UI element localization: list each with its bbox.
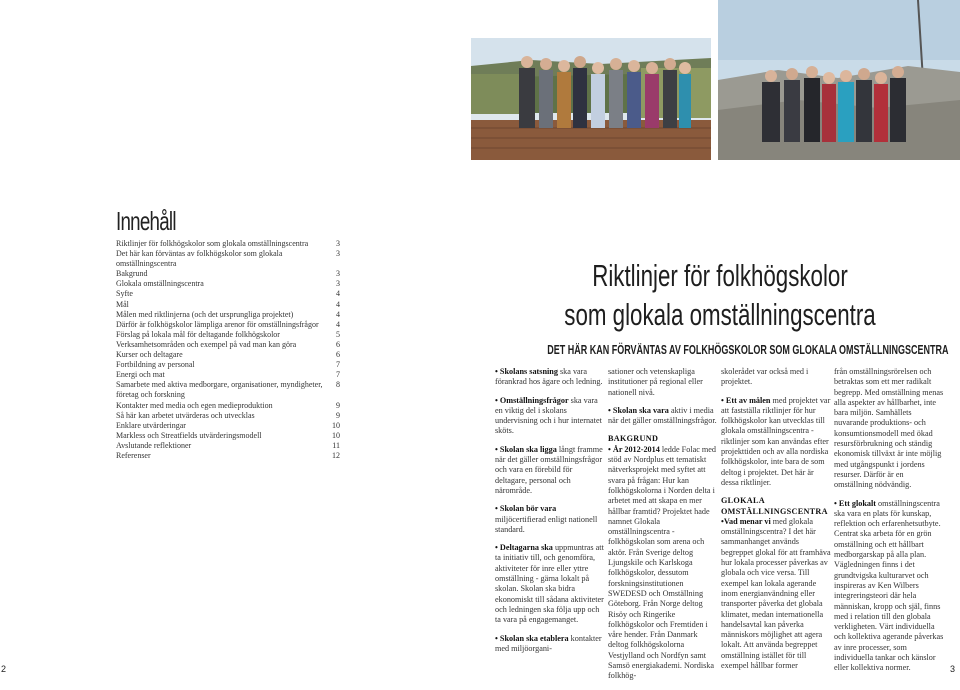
page-number-right: 3 — [950, 664, 956, 674]
toc-item[interactable] — [116, 300, 340, 310]
toc-item[interactable] — [116, 421, 340, 431]
group-photo-deck — [471, 38, 711, 160]
toc-item-page: 6 — [336, 339, 340, 349]
toc-item-title: Fortbildning av personal — [116, 360, 195, 370]
paragraph — [495, 367, 605, 388]
toc-item-title: Glokala omställningscentra — [116, 279, 204, 289]
toc-item-title: Referenser — [116, 450, 151, 460]
toc-item-page: 8 — [336, 380, 340, 390]
bullet-lead: •Vad menar vi — [721, 516, 771, 526]
toc-item-page: 4 — [336, 309, 340, 319]
toc-item[interactable] — [116, 350, 340, 360]
toc-item[interactable] — [116, 451, 340, 461]
toc-item-page: 10 — [332, 420, 340, 430]
paragraph — [495, 504, 605, 535]
toc-item-title: Riktlinjer för folkhögskolor som glokala omställningscentra — [116, 239, 309, 248]
toc-item[interactable] — [116, 380, 340, 400]
bullet-lead: • Skolans satsning — [495, 367, 558, 376]
bullet-lead: • Omställningsfrågor — [495, 395, 569, 405]
toc-item-title: Samarbete med aktiva medborgare, organisationer, myndigheter, företag och forskning — [116, 380, 323, 400]
toc-item-page: 4 — [336, 319, 340, 329]
toc-item[interactable] — [116, 401, 340, 411]
group-photo-rocks — [718, 0, 960, 160]
toc-item-page: 4 — [336, 289, 340, 299]
toc-item[interactable] — [116, 239, 340, 249]
toc-item-title: Enklare utvärderingar — [116, 420, 186, 430]
text-column-3 — [721, 367, 831, 679]
toc-item[interactable] — [116, 310, 340, 320]
toc-item-title: Därför är folkhögskolor lämpliga arenor för omställningsfrågor — [116, 319, 319, 329]
toc-item-page: 6 — [336, 350, 340, 360]
bullet-text: aktiv i media när det gäller omställningsfrågor. — [608, 405, 717, 426]
bullet-lead: • Skolan ska ligga — [495, 444, 557, 454]
paragraph — [495, 445, 605, 496]
bullet-text: ska vara förankrad hos ägare och ledning. — [495, 367, 603, 387]
toc-list — [116, 239, 340, 461]
paragraph — [834, 499, 944, 674]
toc-item-page: 7 — [336, 360, 340, 370]
toc-item-title: Det här kan förväntas av folkhögskolor som glokala omställningscentra — [116, 249, 283, 269]
bullet-lead: • Skolan bör vara — [495, 504, 557, 514]
bullet-lead: • Deltagarna ska — [495, 543, 553, 553]
toc-item[interactable] — [116, 411, 340, 421]
bullet-text: kontakter med miljöorgani- — [495, 633, 602, 653]
paragraph — [608, 445, 718, 682]
toc-item[interactable] — [116, 370, 340, 380]
toc-item-page: 12 — [332, 450, 340, 460]
toc-item[interactable] — [116, 269, 340, 279]
section-heading-glokala: GLOKALA — [721, 496, 765, 506]
toc-item-page: 10 — [332, 430, 340, 440]
main-title-line-1: Riktlinjer för folkhögskolor — [592, 258, 848, 293]
toc-item-page: 9 — [336, 400, 340, 410]
bullet-text: långt framme när det gäller omställningsfrågor och vara en förebild för deltagare, personal och närområde. — [495, 444, 603, 495]
toc-item-title: Energi och mat — [116, 370, 165, 380]
paragraph — [608, 406, 718, 427]
paragraph — [721, 517, 831, 671]
main-title — [547, 256, 893, 334]
toc-item-page: 9 — [336, 410, 340, 420]
bullet-text: ska vara en viktig del i skolans undervisning och i hur internatet sköts. — [495, 395, 602, 436]
toc-item[interactable] — [116, 330, 340, 340]
toc-item-page: 11 — [332, 440, 340, 450]
toc-item-title: Verksamhetsområden och exempel på vad man kan göra — [116, 339, 297, 349]
bullet-text: omställningscentra ska vara en plats för kunskap, reflektion och erfarenhetsutbyte. Centrat ska arbeta för en grön omställning och ett hållbart medborgarskap på alla plan. Vägledningen finns i det grundtvigska kulturarvet och inspireras av Ken Wilbers integreringsteori där hela människan, kropp och själ, finns med i relation till den globala verkligheten. Värt individuella och kollektiva agerande påverkas av inre processer, som individuella tankar och känslor eller kollektiva normer. — [834, 498, 944, 673]
toc-item[interactable] — [116, 320, 340, 330]
toc-item-page: 3 — [336, 269, 340, 279]
toc-heading: Innehåll — [116, 206, 176, 236]
toc-item-title: Så här kan arbetet utvärderas och utvecklas — [116, 410, 255, 420]
toc-item[interactable] — [116, 279, 340, 289]
paragraph — [495, 396, 605, 437]
bullet-lead: • Skolan ska etablera — [495, 633, 569, 643]
toc-item-page: 3 — [336, 279, 340, 289]
text-column-4 — [834, 367, 944, 682]
toc-item[interactable] — [116, 431, 340, 441]
toc-item-title: Syfte — [116, 289, 133, 299]
toc-item[interactable] — [116, 340, 340, 350]
bullet-lead: • Skolan ska vara — [608, 405, 669, 415]
section-heading-omstallningscentra: OMSTÄLLNINGSCENTRA — [721, 506, 828, 516]
bullet-lead: • Ett glokalt — [834, 498, 876, 508]
paragraph — [495, 634, 605, 655]
paragraph — [495, 543, 605, 625]
toc-item[interactable] — [116, 249, 340, 269]
toc-item[interactable] — [116, 441, 340, 451]
paragraph — [721, 396, 831, 489]
text-column-2 — [608, 367, 718, 690]
toc-item-title: Bakgrund — [116, 269, 148, 279]
toc-item-page: 5 — [336, 329, 340, 339]
toc-item[interactable] — [116, 360, 340, 370]
toc-item[interactable] — [116, 289, 340, 299]
paragraph: sationer och vetenskapliga institutioner på regional eller nationell nivå. — [608, 367, 703, 397]
toc-item-page: 7 — [336, 370, 340, 380]
bullet-text: ledde Folac med stöd av Nordplus ett tematiskt nätverksprojekt med syftet att svara på frågan: Hur kan folkhögskolorna i Norden delta i arbetet med att skapa en mer hållbar framtid? Projektet hade namnet Glokala omställningscentra - folkhögskolan som arena och aktör. Från Sverige deltog Ljungskile och Karlskoga folkhögskolor, dessutom forskningsinstitutionen SWEDESD och Omställning Göteborg. Från Norge deltog Risöy och Ringerike folkhögskolor och Fremtiden i våre hender. Från Danmark deltog folkhögskolorna Vestjylland och Nordfyn samt Samsö energiakademi. Nordiska folkhög- — [608, 444, 717, 681]
paragraph: skolerådet var också med i projektet. — [721, 367, 809, 387]
bullet-text: miljöcertifierad enligt nationell standard. — [495, 514, 598, 534]
toc-item-title: Mål — [116, 299, 129, 309]
toc-item-page: 4 — [336, 299, 340, 309]
toc-item-title: Kurser och deltagare — [116, 350, 183, 360]
main-title-line-2: som glokala omställningscentra — [564, 297, 876, 332]
toc-item-title: Avslutande reflektioner — [116, 440, 192, 450]
toc-item-title: Förslag på lokala mål för deltagande folkhögskolor — [116, 329, 280, 339]
toc-item-page: 3 — [336, 239, 340, 248]
toc-item-page: 3 — [336, 249, 340, 259]
toc-item-title: Kontakter med media och egen medieproduktion — [116, 400, 273, 410]
toc-item-title: Markless och Streatfields utvärderingsmodell — [116, 430, 262, 440]
bullet-text: med glokala omställningscentra? I det här sammanhanget används begreppet glokal för att framhäva hur lokala processer påverkas av globala och vice versa. Till exempel kan lokala agerande inom energianvändning eller transporter påverka det globala klimatet, medan internationella handelsavtal kan påverka människors möjlighet att agera lokalt. Att använda begreppet omställning istället för till exempel hållbar former — [721, 516, 831, 671]
bullet-lead: • Ett av målen — [721, 395, 771, 405]
bullet-lead: • År 2012-2014 — [608, 444, 660, 454]
paragraph: från omställningsrörelsen och betraktas som ett mer radikalt begrepp. Med omställning menas alla aspekter av hållbarhet, inte bara miljön. Samhällets nuvarande produktions- och konsumtionsmodell med ökad resursförbrukning och ständig ekonomisk tillväxt är inte möjlig med utgångspunkt i jordens resurser. Därför är en omställning nödvändig. — [834, 367, 944, 490]
toc-item-title: Målen med riktlinjerna (och det ursprungliga projektet) — [116, 309, 294, 319]
subtitle: DET HÄR KAN FÖRVÄNTAS AV FOLKHÖGSKOLOR SOM GLOKALA OMSTÄLLNINGSCENTRA — [547, 343, 949, 357]
page-number-left: 2 — [1, 664, 7, 674]
section-heading-bakgrund: BAKGRUND — [608, 434, 659, 444]
text-column-1 — [495, 367, 605, 662]
bullet-text: uppmuntras att ta initiativ till, och genomföra, aktiviteter för inre eller yttre omställning - gärna lokalt på skolan. Skolan ska bidra ekonomiskt till sådana aktiviteter och ledningen ska följa upp och ta vara på engagemanget. — [495, 543, 604, 625]
bullet-text: med projektet var att fastställa riktlinjer för hur folkhögskolor kan utvecklas till glokala omställningscentra - riktlinjer som kan användas efter projekttiden och av alla nordiska folkhögskolor, inte bara de som deltog i projektet. Det här är dessa riktlinjer. — [721, 395, 831, 487]
